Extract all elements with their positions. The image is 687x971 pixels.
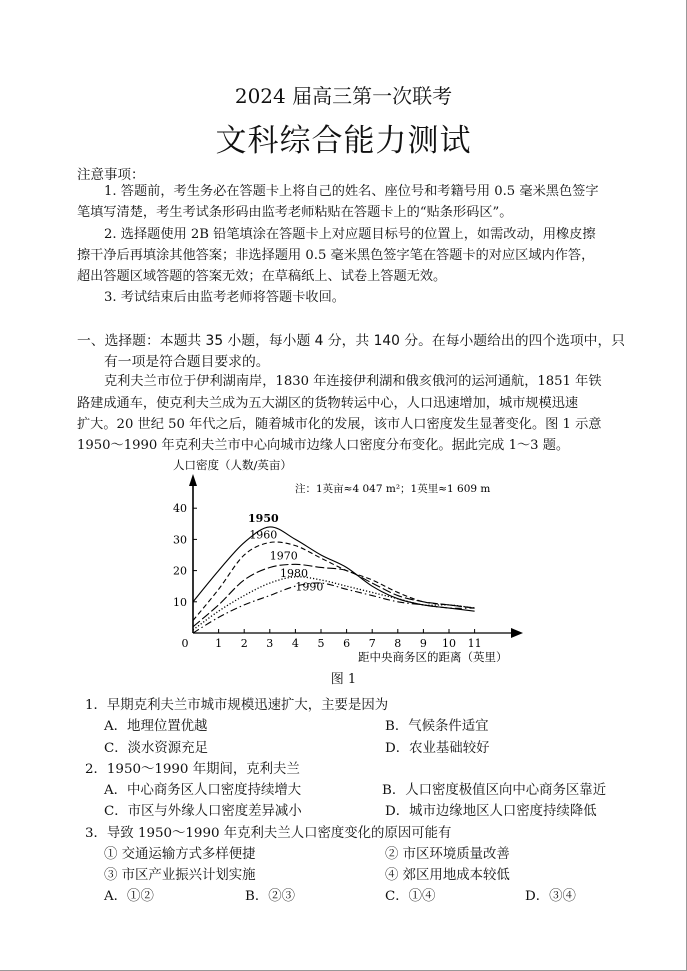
y-tick-label: 10 — [173, 595, 187, 609]
x-tick-label: 10 — [442, 637, 456, 650]
figure-caption: 图 1 — [330, 672, 357, 687]
question-3-option-c[interactable]: C．①④ — [385, 889, 436, 904]
x-tick-label: 1 — [215, 637, 223, 650]
passage-line-4: 1950～1990 年克利夫兰市中心向城市边缘人口密度分布变化。据此完成 1～3 题。 — [77, 438, 570, 453]
y-tick-label: 40 — [173, 502, 187, 516]
question-3-stem: 3．导致 1950～1990 年克利夫兰人口密度变化的原因可能有 — [85, 826, 452, 841]
question-3-option-b[interactable]: B．②③ — [245, 889, 296, 904]
x-tick-label: 2 — [240, 637, 248, 650]
question-1-option-b[interactable]: B．气候条件适宜 — [385, 719, 489, 734]
chart-series — [193, 527, 475, 633]
question-3-item-4: ④ 郊区用地成本较低 — [385, 868, 510, 883]
series-label-1950: 1950 — [248, 512, 279, 526]
section-heading-line-2: 有一项是符合题目要求的。 — [104, 354, 270, 370]
note-line-2: 笔填写清楚，考生考试条形码由监考老师粘贴在答题卡上的“贴条形码区”。 — [77, 205, 513, 220]
passage-line-1: 克利夫兰市位于伊利湖南岸，1830 年连接伊利湖和俄亥俄河的运河通航，1851 年铁 — [104, 374, 602, 389]
exam-title: 2024 届高三第一次联考 — [234, 84, 453, 108]
question-3-item-3: ③ 市区产业振兴计划实施 — [104, 868, 256, 883]
y-axis-label: 人口密度（人数/英亩） — [173, 458, 292, 472]
x-tick-label: 11 — [467, 637, 482, 650]
question-1-option-d[interactable]: D．农业基础较好 — [385, 741, 490, 756]
x-tick-label: 0 — [181, 637, 189, 650]
note-line-5: 超出答题区域答题的答案无效；在草稿纸上、试卷上答题无效。 — [77, 269, 447, 284]
question-3-option-a[interactable]: A．①② — [104, 889, 154, 904]
question-2-stem: 2．1950～1990 年期间，克利夫兰 — [85, 762, 300, 777]
passage-line-3: 扩大。20 世纪 50 年代之后，随着城市化的发展，该市人口密度发生显著变化。图 1 示意 — [77, 417, 602, 432]
question-3-item-2: ② 市区环境质量改善 — [385, 847, 510, 862]
y-tick-label: 30 — [173, 533, 187, 547]
x-tick-label: 9 — [419, 637, 427, 650]
x-tick-label: 5 — [317, 637, 325, 650]
subject-title: 文科综合能力测试 — [215, 123, 472, 159]
unit-note: 注：1英亩≈4 047 m²；1英里≈1 609 m — [295, 483, 491, 495]
question-2-option-c[interactable]: C．市区与外缘人口密度差异减小 — [104, 804, 302, 819]
question-2-option-b[interactable]: B．人口密度极值区向中心商务区靠近 — [382, 783, 607, 798]
question-1-stem: 1．早期克利夫兰市城市规模迅速扩大，主要是因为 — [85, 698, 389, 713]
question-3-item-1: ① 交通运输方式多样便捷 — [104, 847, 256, 862]
note-line-1: 1. 答题前，考生务必在答题卡上将自己的姓名、座位号和考籍号用 0.5 毫米黑色签字 — [104, 184, 599, 199]
x-tick-label: 6 — [343, 637, 351, 650]
y-tick-label: 20 — [173, 564, 187, 578]
question-1-option-a[interactable]: A．地理位置优越 — [104, 719, 208, 734]
series-line-1990 — [193, 580, 475, 633]
x-tick-label: 4 — [291, 637, 299, 650]
x-tick-label: 3 — [266, 637, 274, 650]
x-tick-label: 8 — [394, 637, 402, 650]
section-heading-line-1: 一、选择题：本题共 35 小题，每小题 4 分，共 140 分。在每小题给出的四个选项中，只 — [77, 333, 626, 349]
series-label-1970: 1970 — [269, 549, 298, 563]
x-tick-label: 7 — [368, 637, 376, 650]
note-line-6: 3. 考试结束后由监考老师将答题卡收回。 — [104, 290, 345, 305]
y-axis-arrow-icon — [189, 474, 197, 486]
series-label-1980: 1980 — [280, 566, 309, 580]
question-2-option-d[interactable]: D．城市边缘地区人口密度持续降低 — [385, 804, 597, 819]
series-line-1970 — [193, 564, 475, 626]
series-label-1990: 1990 — [295, 580, 324, 594]
series-line-1950 — [193, 527, 475, 611]
note-line-3: 2. 选择题使用 2B 铅笔填涂在答题卡上对应题目标号的位置上，如需改动，用橡皮擦 — [104, 227, 596, 242]
x-axis-label: 距中央商务区的距离（英里） — [358, 650, 508, 664]
note-line-4: 擦干净后再填涂其他答案；非选择题用 0.5 毫米黑色签字笔在答题卡的对应区域内作答， — [77, 248, 595, 263]
question-2-option-a[interactable]: A．中心商务区人口密度持续增大 — [104, 783, 302, 798]
series-label-1960: 1960 — [249, 528, 278, 542]
passage-line-2: 路建成通车，使克利夫兰成为五大湖区的货物转运中心，人口迅速增加，城市规模迅速 — [77, 396, 579, 411]
notes-heading: 注意事项： — [77, 167, 145, 183]
x-axis-arrow-icon — [511, 628, 523, 638]
question-3-option-d[interactable]: D．③④ — [525, 889, 576, 904]
question-1-option-c[interactable]: C．淡水资源充足 — [104, 741, 208, 756]
